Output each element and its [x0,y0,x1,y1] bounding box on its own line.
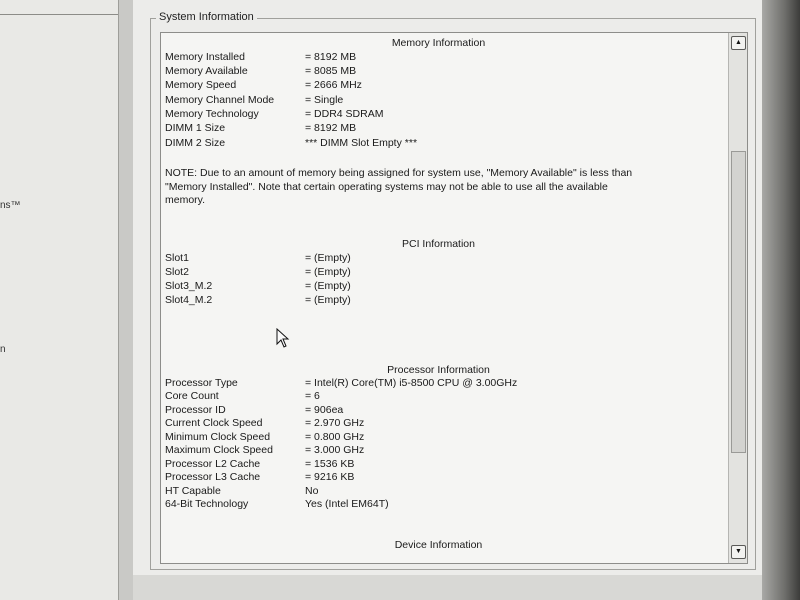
row-value: = (Empty) [305,294,351,306]
memory-row [165,65,705,79]
group-title: System Information [156,11,257,23]
pci-row [165,294,705,308]
processor-row [165,458,705,472]
row-value: = (Empty) [305,280,351,292]
row-label: Core Count [165,390,219,402]
row-value: = 3.000 GHz [305,444,365,456]
row-value: = 8192 MB [305,122,357,134]
scroll-thumb[interactable] [731,151,746,453]
row-value: = 2666 MHz [305,79,362,91]
memory-row [165,94,705,108]
row-label: HT Capable [165,485,221,497]
memory-row [165,51,705,65]
row-label: Memory Speed [165,79,237,91]
vertical-scrollbar[interactable] [728,33,747,563]
row-value: = 9216 KB [305,471,355,483]
row-value: = 1536 KB [305,458,355,470]
processor-row [165,377,705,391]
row-value: = Intel(R) Core(TM) i5-8500 CPU @ 3.00GHz [305,377,518,389]
row-label: Processor ID [165,404,226,416]
pci-section-title: PCI Information [402,238,475,250]
row-label: Memory Channel Mode [165,94,275,106]
row-label: Minimum Clock Speed [165,431,271,443]
row-value: = 6 [305,390,320,402]
row-label: 64-Bit Technology [165,498,249,510]
system-information-box[interactable] [160,32,748,564]
row-label: DIMM 2 Size [165,137,226,149]
left-nav-panel [0,0,119,600]
row-label: Slot1 [165,252,189,264]
left-nav-fragment[interactable]: n [0,344,6,355]
screen-bezel [762,0,800,600]
scroll-up-arrow-icon[interactable]: ▲ [731,36,746,50]
memory-row [165,137,705,151]
processor-row [165,444,705,458]
row-label: Processor Type [165,377,238,389]
row-value: = 8192 MB [305,51,357,63]
row-value: No [305,485,319,497]
pci-row [165,266,705,280]
row-value: = 8085 MB [305,65,357,77]
row-value: Yes (Intel EM64T) [305,498,389,510]
row-label: DIMM 1 Size [165,122,226,134]
row-label: Maximum Clock Speed [165,444,273,456]
left-panel-divider [0,14,118,15]
row-label: Memory Installed [165,51,245,63]
row-value: = 906ea [305,404,344,416]
row-value: = Single [305,94,344,106]
memory-note: NOTE: Due to an amount of memory being assigned for system use, "Memory Available" is less than "Memory Installed". Note that certain operating systems may not be able to use all the available memory. [165,167,633,207]
memory-row [165,108,705,122]
panel-gap [119,0,133,600]
left-nav-fragment[interactable]: ns™ [0,200,21,211]
row-value: = 0.800 GHz [305,431,365,443]
row-value: *** DIMM Slot Empty *** [305,137,418,149]
pci-row [165,280,705,294]
row-label: Slot4_M.2 [165,294,213,306]
pci-row [165,252,705,266]
row-label: Memory Technology [165,108,259,120]
info-content [161,33,716,563]
mouse-pointer-icon [276,328,290,348]
row-label: Slot2 [165,266,189,278]
row-label: Memory Available [165,65,248,77]
processor-row [165,498,705,512]
row-value: = (Empty) [305,252,351,264]
processor-row [165,404,705,418]
row-label: Processor L2 Cache [165,458,261,470]
row-value: = 2.970 GHz [305,417,365,429]
processor-row [165,471,705,485]
memory-row [165,122,705,136]
scroll-down-arrow-icon[interactable]: ▼ [731,545,746,559]
processor-row [165,417,705,431]
processor-section-title: Processor Information [387,364,490,376]
row-label: Processor L3 Cache [165,471,261,483]
bottom-strip [133,575,800,600]
row-value: = DDR4 SDRAM [305,108,384,120]
processor-row [165,431,705,445]
processor-row [165,390,705,404]
memory-section-title: Memory Information [391,37,486,49]
row-label: Current Clock Speed [165,417,263,429]
memory-row [165,79,705,93]
device-section-title: Device Information [394,539,483,551]
row-value: = (Empty) [305,266,351,278]
processor-row [165,485,705,499]
row-label: Slot3_M.2 [165,280,213,292]
